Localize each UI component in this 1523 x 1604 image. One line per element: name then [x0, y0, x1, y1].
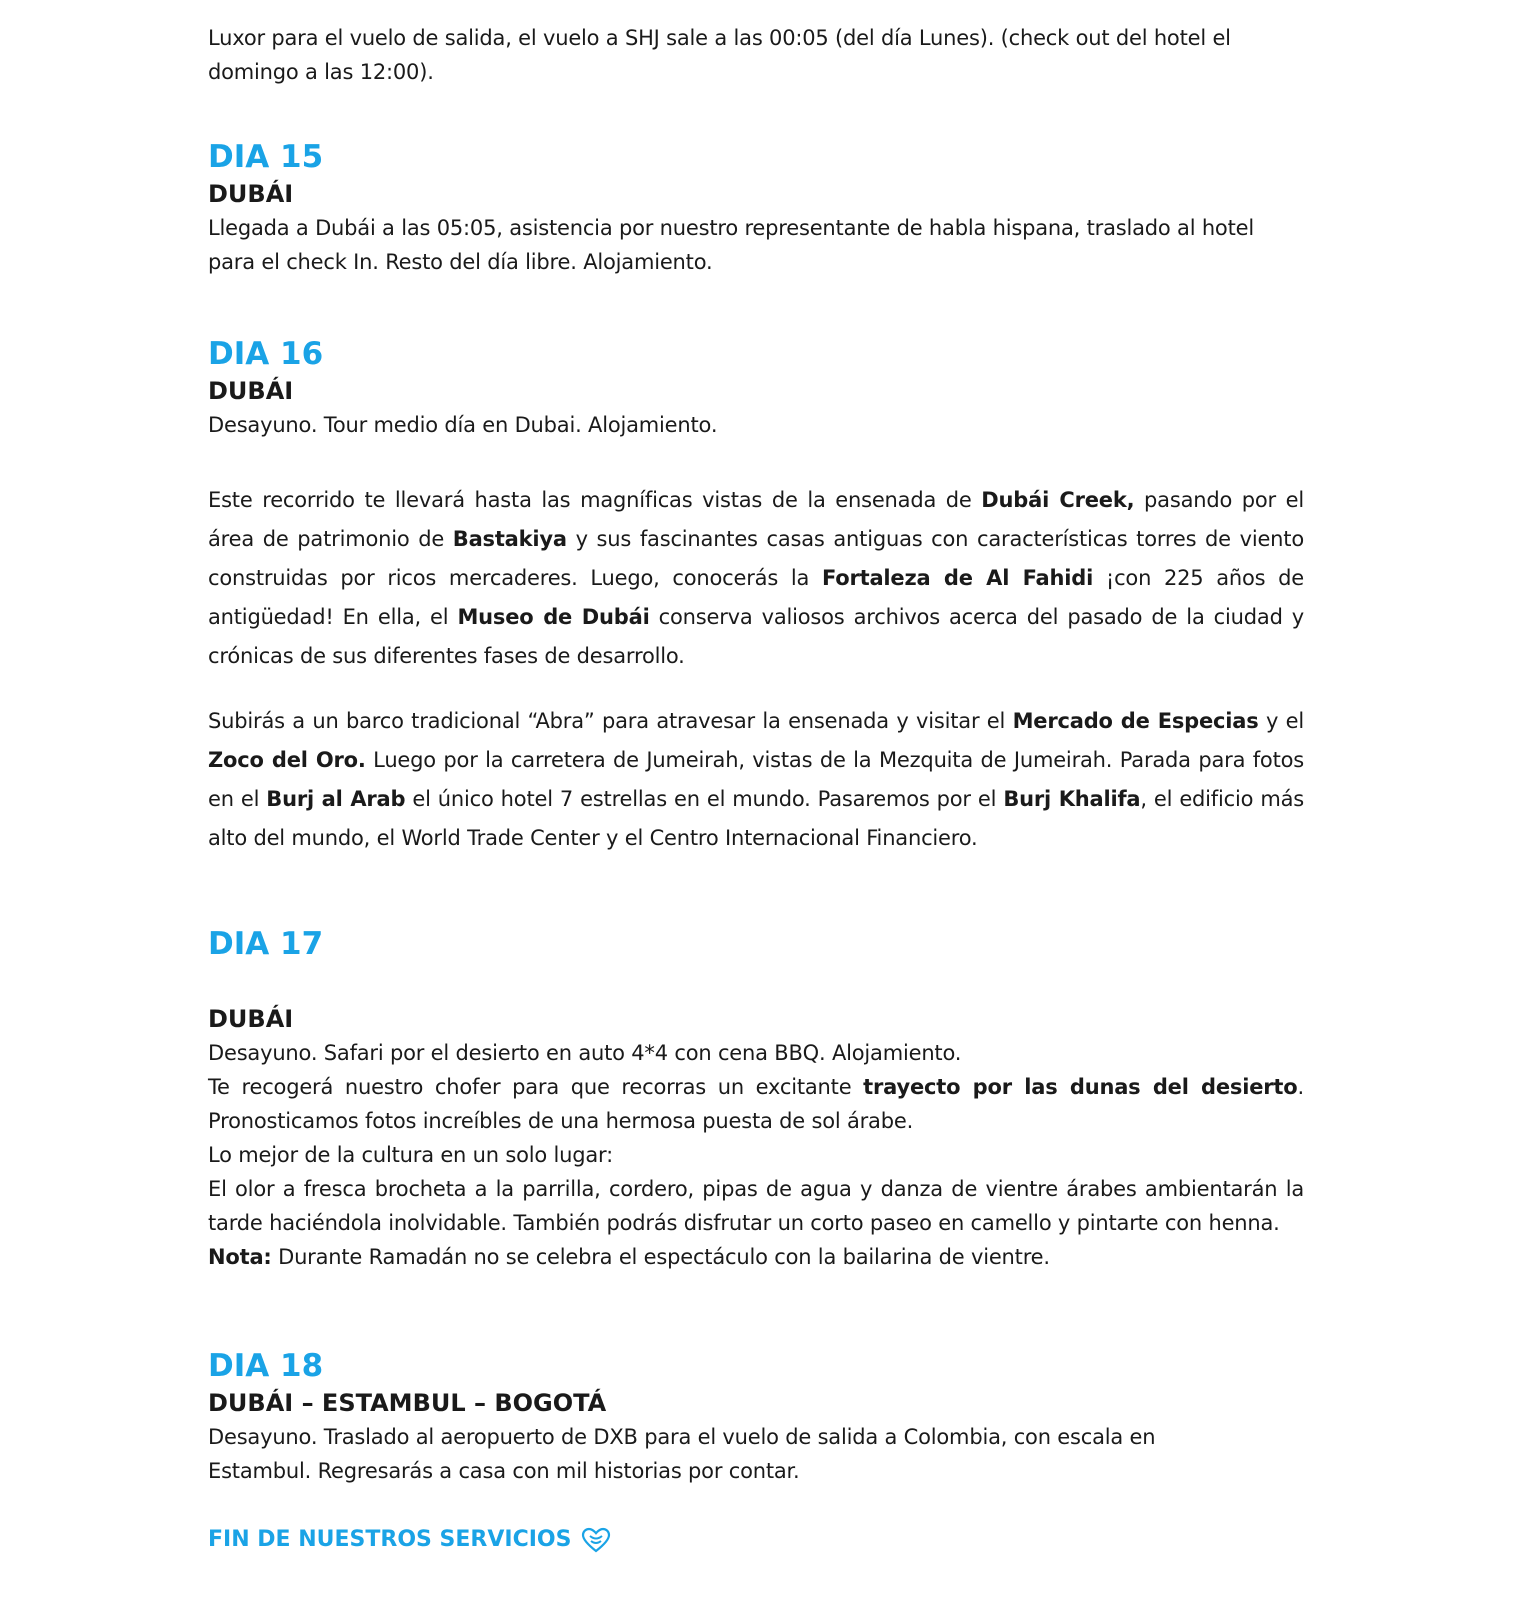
day-18-description: Desayuno. Traslado al aeropuerto de DXB para el vuelo de salida a Colombia, con escala en Estambul. Regresarás a casa con mil historias por contar. [208, 1425, 1156, 1483]
text-run: Te recogerá nuestro chofer para que recorras un excitante [208, 1075, 864, 1099]
day-18-section [208, 1346, 1304, 1488]
day-15-title: DIA 15 [208, 139, 324, 175]
nota-text: Durante Ramadán no se celebra el espectáculo con la bailarina de vientre. [271, 1245, 1050, 1269]
text-run: y sus fascinantes casas antiguas con características torres de viento construidas por ricos mercaderes. Luego, conocerás la [208, 527, 1304, 590]
highlight-burj-khalifa: Burj Khalifa [1003, 787, 1141, 811]
day-16-title: DIA 16 [208, 336, 324, 372]
day-16-section [208, 334, 1304, 442]
day-17-cultura: Lo mejor de la cultura en un solo lugar: [208, 1143, 613, 1167]
day-17-section [208, 1002, 1304, 1274]
day-17-olor: El olor a fresca brocheta a la parrilla, cordero, pipas de agua y danza de vientre árabes ambientarán la tarde haciéndola inolvidable. También podrás disfrutar un corto paseo en camello y pintarte con henna. [208, 1177, 1304, 1235]
text-run: y el [1258, 709, 1304, 733]
text-run: pasando por el área de patrimonio de [208, 488, 1304, 551]
day-15-section [208, 137, 1304, 279]
day-16-summary: Desayuno. Tour medio día en Dubai. Alojamiento. [208, 413, 718, 437]
text-run: . Pronosticamos fotos increíbles de una hermosa puesta de sol árabe. [208, 1075, 1304, 1133]
day-15-description: Llegada a Dubái a las 05:05, asistencia por nuestro representante de habla hispana, traslado al hotel para el check In. Resto del día libre. Alojamiento. [208, 216, 1254, 274]
day-18-title: DIA 18 [208, 1348, 324, 1384]
day-17-title-block [208, 924, 1304, 964]
text-run: el único hotel 7 estrellas en el mundo. Pasaremos por el [405, 787, 1004, 811]
text-run: Este recorrido te llevará hasta las magníficas vistas de la ensenada de [208, 488, 982, 512]
fin-servicios [208, 1524, 1304, 1556]
day-18-place: DUBÁI – ESTAMBUL – BOGOTÁ [208, 1389, 607, 1417]
text-run: Luego por la carretera de Jumeirah, vistas de la Mezquita de Jumeirah. Parada para fotos en el [208, 748, 1304, 811]
highlight-mercado: Mercado de Especias [1012, 709, 1259, 733]
footer-block [208, 1524, 1304, 1556]
day-15-place: DUBÁI [208, 180, 294, 208]
text-run: ¡con 225 años de antigüedad! En ella, el [208, 566, 1304, 629]
day-17-place: DUBÁI [208, 1005, 294, 1033]
highlight-zoco: Zoco del Oro. [208, 748, 366, 772]
highlight-fortaleza: Fortaleza de Al Fahidi [821, 566, 1094, 590]
highlight-dubai-creek: Dubái Creek, [981, 488, 1135, 512]
intro-paragraph: Luxor para el vuelo de salida, el vuelo a SHJ sale a las 00:05 (del día Lunes). (check out del hotel el domingo a las 12:00). [208, 26, 1231, 84]
heart-icon [581, 1527, 611, 1553]
day-17-summary: Desayuno. Safari por el desierto en auto 4*4 con cena BBQ. Alojamiento. [208, 1041, 962, 1065]
highlight-bastakiya: Bastakiya [452, 527, 567, 551]
fin-servicios-label: FIN DE NUESTROS SERVICIOS [208, 1527, 572, 1552]
text-run: , el edificio más alto del mundo, el World Trade Center y el Centro Internacional Financiero. [208, 787, 1304, 850]
day-17-nota [208, 1240, 1304, 1274]
nota-label: Nota: [208, 1245, 272, 1269]
highlight-burj-al-arab: Burj al Arab [266, 787, 406, 811]
day-16-paragraph-2 [208, 702, 1304, 858]
day-16-place: DUBÁI [208, 377, 294, 405]
highlight-museo: Museo de Dubái [457, 605, 650, 629]
day-17-chofer [208, 1070, 1304, 1138]
day-16-paragraph-1 [208, 481, 1304, 676]
day-17-title: DIA 17 [208, 926, 324, 962]
intro-block [208, 21, 1304, 89]
highlight-trayecto: trayecto por las dunas del desierto [863, 1075, 1298, 1099]
text-run: conserva valiosos archivos acerca del pasado de la ciudad y crónicas de sus diferentes fases de desarrollo. [208, 605, 1304, 668]
text-run: Subirás a un barco tradicional “Abra” para atravesar la ensenada y visitar el [208, 709, 1013, 733]
